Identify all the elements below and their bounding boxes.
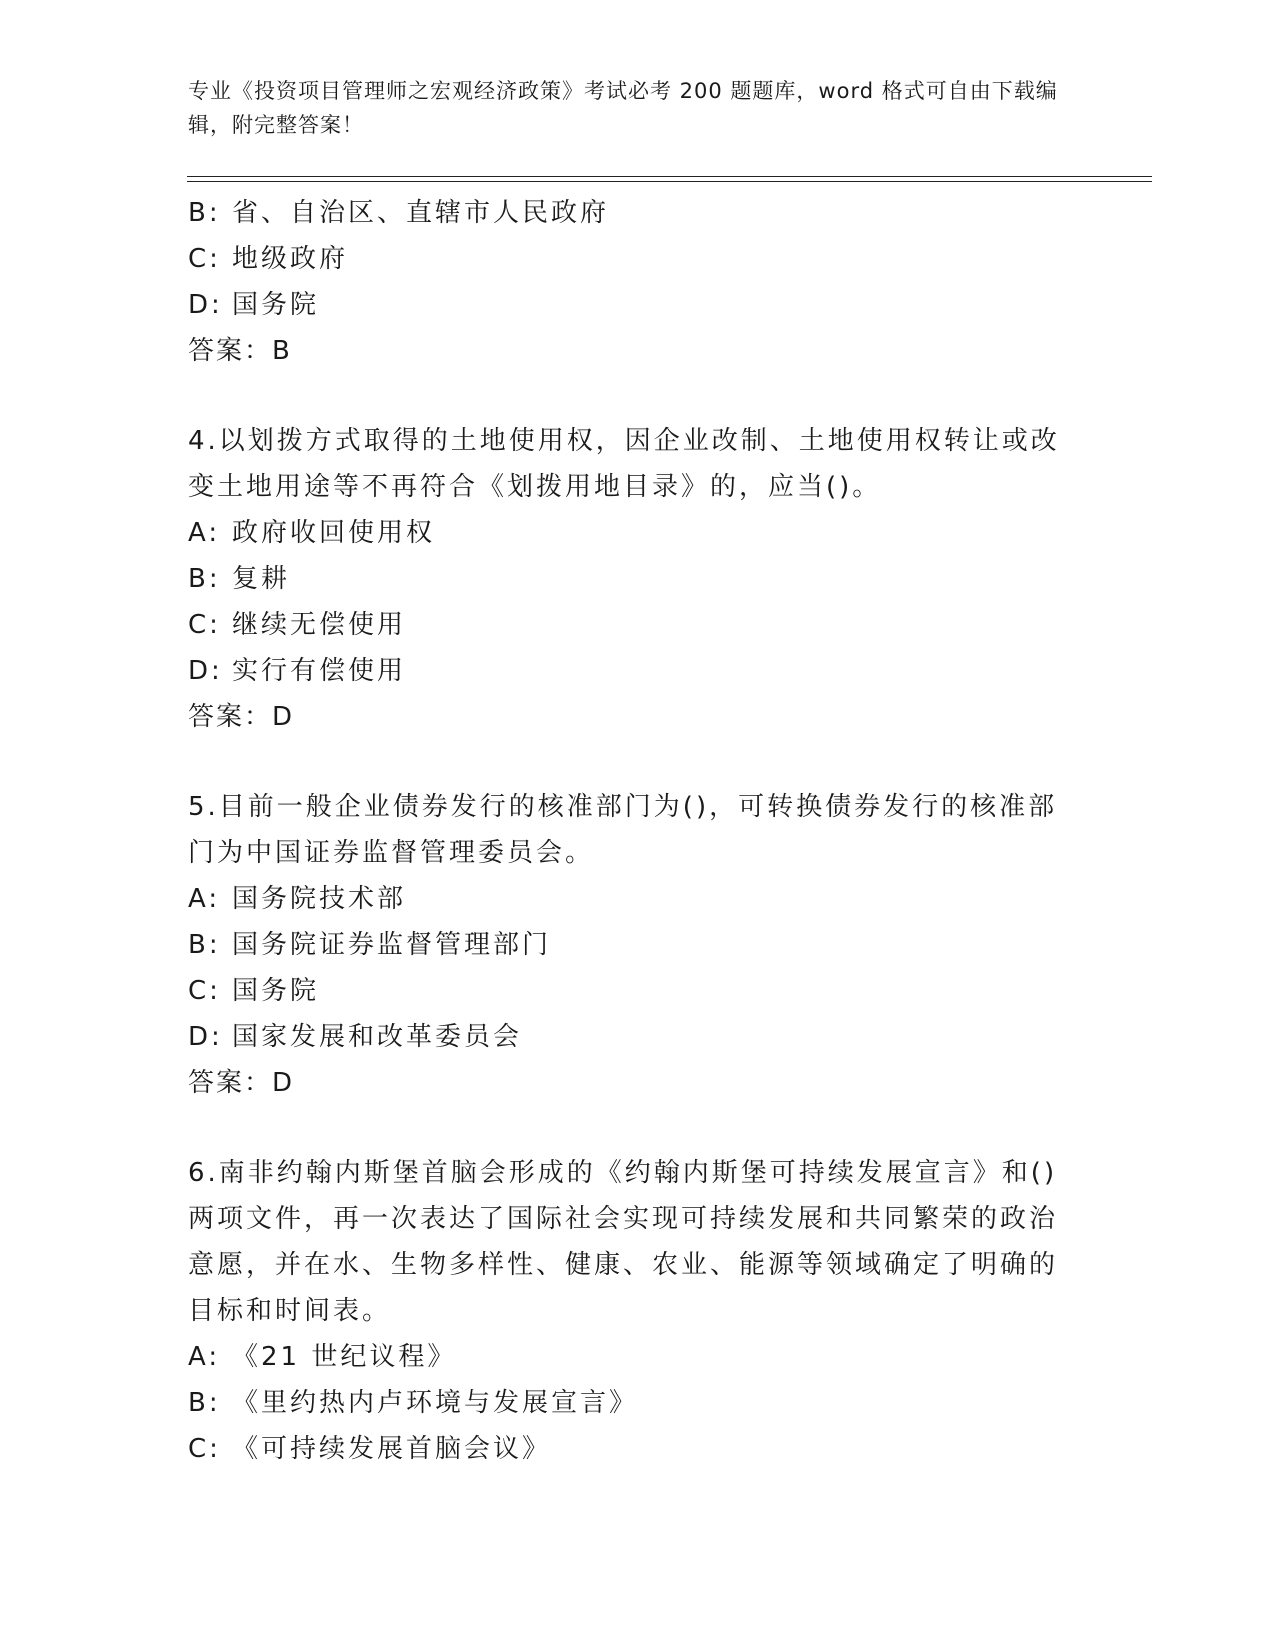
option-letter: A: (188, 884, 221, 914)
option-row (188, 922, 1068, 968)
option-text: 国务院技术部 (232, 884, 407, 914)
option-row (188, 282, 1068, 328)
option-row (188, 1426, 1068, 1472)
answer-line: 答案：B (188, 336, 292, 366)
option-text: 《21 世纪议程》 (232, 1342, 457, 1372)
option-letter: A: (188, 518, 221, 548)
question-text: 5.目前一般企业债券发行的核准部门为()，可转换债券发行的核准部门为中国证券监督管理委员会。 (188, 792, 1058, 868)
option-row (188, 648, 1068, 694)
option-text: 地级政府 (232, 244, 349, 274)
answer-line: 答案：D (188, 702, 295, 732)
option-row (188, 1334, 1068, 1380)
prev-question-block (188, 190, 1068, 374)
option-text: 国务院 (232, 290, 320, 320)
option-row (188, 556, 1068, 602)
option-row (188, 968, 1068, 1014)
option-letter: C: (188, 976, 221, 1006)
option-text: 国务院 (232, 976, 320, 1006)
question-text: 4.以划拨方式取得的土地使用权，因企业改制、土地使用权转让或改变土地用途等不再符合《划拨用地目录》的，应当()。 (188, 426, 1060, 502)
question-text: 6.南非约翰内斯堡首脑会形成的《约翰内斯堡可持续发展宣言》和()两项文件，再一次表达了国际社会实现可持续发展和共同繁荣的政治意愿，并在水、生物多样性、健康、农业、能源等领域确定了明确的目标和时间表。 (188, 1158, 1059, 1326)
option-text: 复耕 (232, 564, 291, 594)
option-letter: B: (188, 930, 221, 960)
option-letter: B: (188, 1388, 221, 1418)
option-text: 《里约热内卢环境与发展宣言》 (232, 1388, 639, 1418)
option-row (188, 1014, 1068, 1060)
option-text: 实行有偿使用 (232, 656, 407, 686)
option-row (188, 190, 1068, 236)
option-text: 省、自治区、直辖市人民政府 (232, 198, 610, 228)
option-letter: C: (188, 1434, 221, 1464)
header-rule-top (187, 176, 1152, 177)
option-row (188, 602, 1068, 648)
option-text: 继续无偿使用 (232, 610, 407, 640)
option-letter: A: (188, 1342, 221, 1372)
option-letter: B: (188, 564, 221, 594)
header-intro-text: 专业《投资项目管理师之宏观经济政策》考试必考 200 题题库，word 格式可自由下载编辑，附完整答案！ (188, 79, 1058, 137)
answer-line: 答案：D (188, 1068, 295, 1098)
header-rule-bottom (187, 181, 1152, 182)
question-block-4 (188, 418, 1068, 740)
option-row (188, 236, 1068, 282)
option-letter: D: (188, 656, 223, 686)
option-letter: D: (188, 290, 223, 320)
option-row (188, 876, 1068, 922)
option-row (188, 1380, 1068, 1426)
question-block-5 (188, 784, 1068, 1106)
option-letter: C: (188, 244, 221, 274)
option-text: 政府收回使用权 (232, 518, 436, 548)
option-letter: B: (188, 198, 221, 228)
option-text: 国家发展和改革委员会 (232, 1022, 523, 1052)
option-letter: D: (188, 1022, 223, 1052)
document-header (188, 74, 1068, 142)
option-text: 国务院证券监督管理部门 (232, 930, 552, 960)
question-list (188, 190, 1068, 1472)
option-letter: C: (188, 610, 221, 640)
option-row (188, 510, 1068, 556)
option-text: 《可持续发展首脑会议》 (232, 1434, 552, 1464)
question-block-6 (188, 1150, 1068, 1472)
